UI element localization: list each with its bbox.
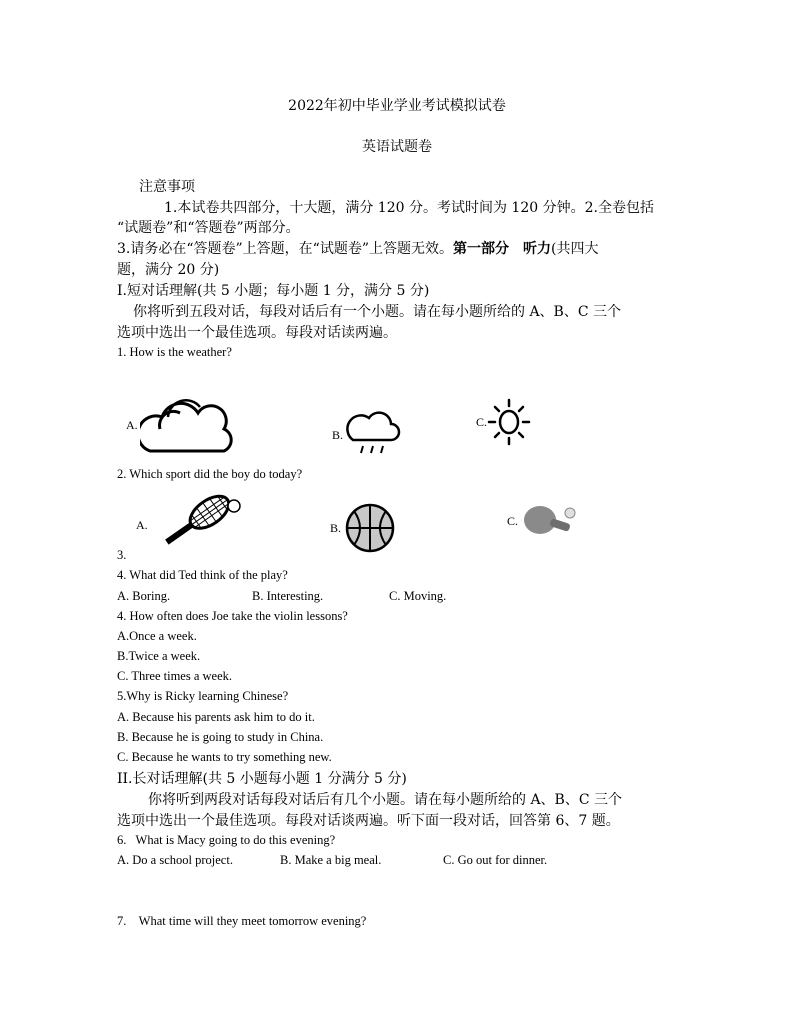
q2-option-b-label: B. <box>330 521 342 535</box>
q1-option-b-label: B. <box>332 428 344 442</box>
sun-icon <box>486 397 532 447</box>
q2-option-c-label: C. <box>507 514 519 528</box>
notice-heading: 注意事项 <box>139 179 195 195</box>
q1-option-a-label: A. <box>126 418 138 432</box>
exam-title: 2022年初中毕业学业考试模拟试卷 <box>288 98 506 114</box>
q2-option-a-label: A. <box>136 518 148 532</box>
question-6: 6. What is Macy going to do this evening? <box>117 833 336 847</box>
notice-line-2: “试题卷”和“答题卷”两部分。 <box>117 220 300 236</box>
question-4-ted: 4. What did Ted think of the play? <box>117 568 288 582</box>
section-1-instruction-1: 你将听到五段对话，每段对话后有一个小题。请在每小题所给的 A、B、C 三个 <box>133 304 622 320</box>
tennis-racket-icon <box>152 492 242 554</box>
q6-option-c: C. Go out for dinner. <box>443 853 548 867</box>
question-4-joe: 4. How often does Joe take the violin lessons? <box>117 609 348 623</box>
q4-ted-option-b: B. Interesting. <box>252 589 324 603</box>
section-2-instruction-1: 你将听到两段对话每段对话后有几个小题。请在每小题所给的 A、B、C 三个 <box>148 792 623 808</box>
notice-line-1: 1.本试卷共四部分，十大题，满分 120 分。考试时间为 120 分钟。2.全卷包括 <box>164 200 654 216</box>
question-7: 7. What time will they meet tomorrow evening? <box>117 914 367 928</box>
part-one-heading: 第一部分 听力 <box>453 241 551 257</box>
exam-subtitle: 英语试题卷 <box>362 139 432 155</box>
q5-option-a: A. Because his parents ask him to do it. <box>117 710 315 724</box>
notice-line-4: 题，满分 20 分) <box>117 262 220 278</box>
q4-joe-option-c: C. Three times a week. <box>117 669 233 683</box>
q4-joe-option-a: A.Once a week. <box>117 629 197 643</box>
q5-option-b: B. Because he is going to study in China. <box>117 730 324 744</box>
q6-option-b: B. Make a big meal. <box>280 853 382 867</box>
question-1: 1. How is the weather? <box>117 345 232 359</box>
notice-line-3 <box>117 242 598 256</box>
q1-option-c-label: C. <box>476 415 488 429</box>
notice-line-3-tail: (共四大 <box>551 241 599 257</box>
basketball-icon <box>344 502 396 554</box>
rain-icon <box>345 408 401 458</box>
q4-joe-option-b: B.Twice a week. <box>117 649 201 663</box>
q6-option-a: A. Do a school project. <box>117 853 233 867</box>
section-1-instruction-2: 选项中选出一个最佳选项。每段对话读两遍。 <box>117 325 397 341</box>
question-5: 5.Why is Ricky learning Chinese? <box>117 689 289 703</box>
ping-pong-paddle-icon <box>522 503 578 539</box>
q4-ted-option-a: A. Boring. <box>117 589 171 603</box>
question-3-number: 3. <box>117 548 127 562</box>
q4-ted-option-c: C. Moving. <box>389 589 447 603</box>
notice-line-3-text: 3.请务必在“答题卷”上答题，在“试题卷”上答题无效。 <box>117 241 453 257</box>
cloud-icon <box>140 395 234 455</box>
q5-option-c: C. Because he wants to try something new. <box>117 750 332 764</box>
section-2-instruction-2: 选项中选出一个最佳选项。每段对话谈两遍。听下面一段对话，回答第 6、7 题。 <box>117 813 620 829</box>
question-2: 2. Which sport did the boy do today? <box>117 467 303 481</box>
section-2-heading: II.长对话理解(共 5 小题每小题 1 分满分 5 分) <box>117 771 407 787</box>
section-1-heading: I.短对话理解(共 5 小题；每小题 1 分，满分 5 分) <box>117 283 430 299</box>
